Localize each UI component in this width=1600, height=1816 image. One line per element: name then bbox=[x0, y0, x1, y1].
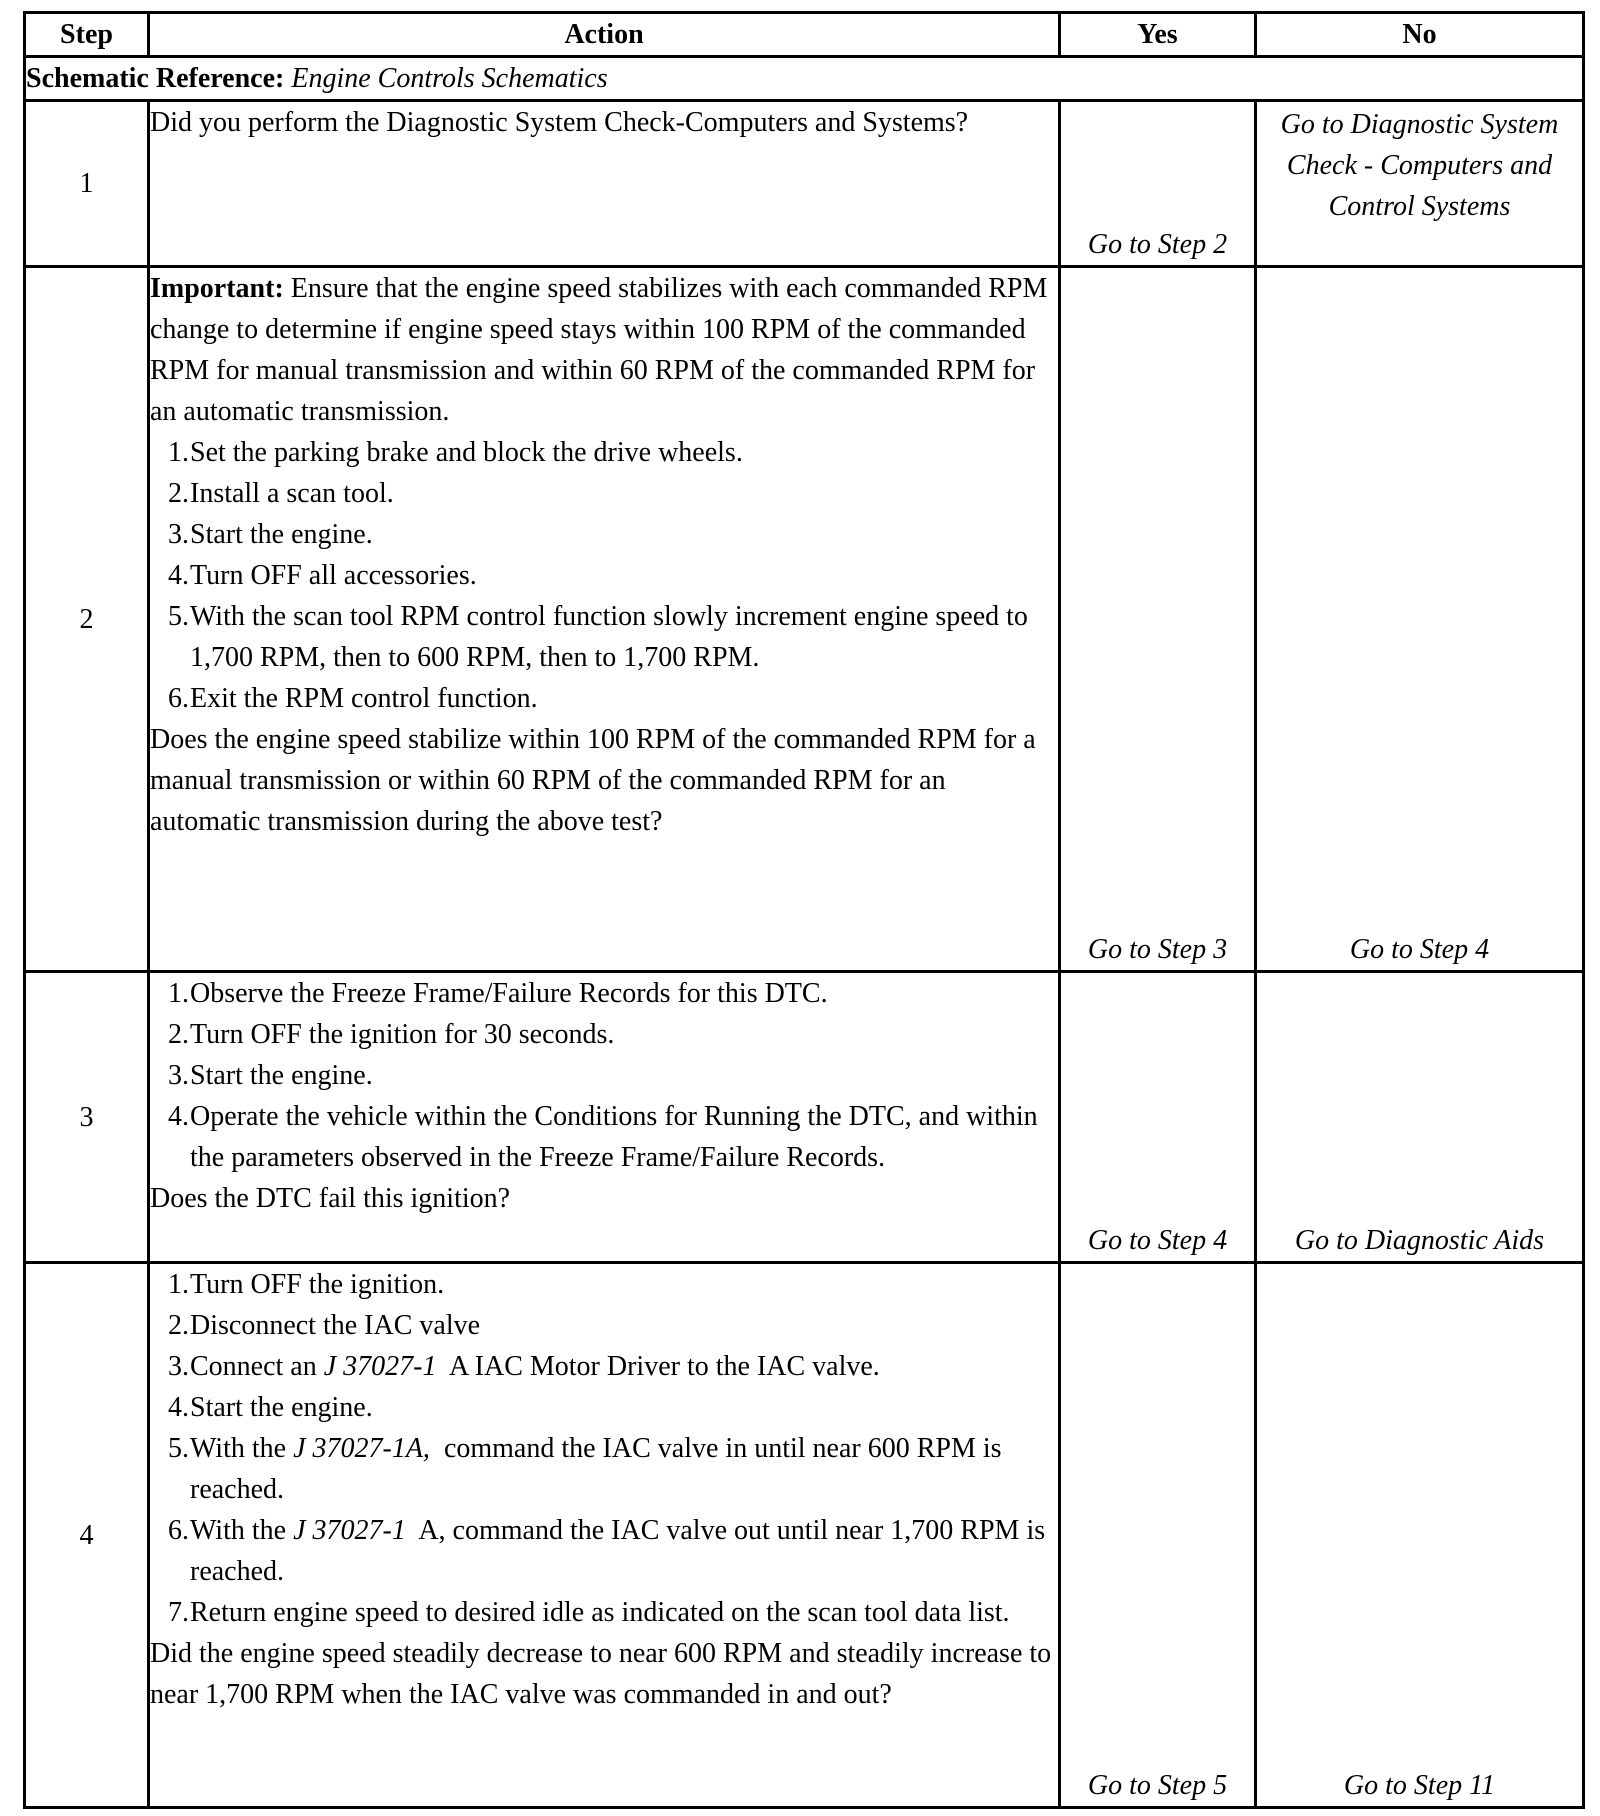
list-item: 5.With the J 37027-1A, command the IAC valve in until near 600 RPM is reached. bbox=[168, 1433, 1002, 1505]
yes-result: Go to Step 3 bbox=[1060, 267, 1256, 972]
list-item: 6.Exit the RPM control function. bbox=[168, 683, 538, 714]
action-cell bbox=[149, 101, 1060, 267]
list-item: 4.Operate the vehicle within the Conditions for Running the DTC, and within the parameters observed in the Freeze Frame/Failure Records. bbox=[168, 1101, 1038, 1173]
diagnostic-table bbox=[23, 11, 1585, 1809]
schematic-reference-value: Engine Controls Schematics bbox=[291, 63, 608, 94]
question-text: Does the engine speed stabilize within 100 RPM of the commanded RPM for a manual transmission or within 60 RPM of the commanded RPM for an automatic transmission during the above test? bbox=[150, 724, 1036, 837]
list-item: 3.Start the engine. bbox=[168, 519, 373, 550]
list-item: 3.Start the engine. bbox=[168, 1060, 373, 1091]
action-cell bbox=[149, 1263, 1060, 1808]
schematic-reference-row bbox=[25, 57, 1584, 101]
question-text: Did the engine speed steadily decrease to near 600 RPM and steadily increase to near 1,700 RPM when the IAC valve was commanded in and out? bbox=[150, 1638, 1052, 1710]
list-item: 3.Connect an J 37027-1 A IAC Motor Driver to the IAC valve. bbox=[168, 1351, 880, 1382]
question-text: Did you perform the Diagnostic System Check-Computers and Systems? bbox=[150, 107, 969, 138]
list-item: 2.Turn OFF the ignition for 30 seconds. bbox=[168, 1019, 615, 1050]
action-cell bbox=[149, 972, 1060, 1263]
procedure-list bbox=[150, 1264, 1058, 1633]
schematic-reference-label: Schematic Reference: bbox=[26, 63, 285, 94]
schematic-reference bbox=[25, 57, 1584, 101]
tool-reference: J 37027-1 bbox=[293, 1515, 406, 1546]
list-item: 1.Turn OFF the ignition. bbox=[168, 1269, 445, 1300]
list-item: 2.Install a scan tool. bbox=[168, 478, 394, 509]
list-item: 1.Set the parking brake and block the drive wheels. bbox=[168, 437, 743, 468]
important-label: Important: bbox=[150, 273, 284, 304]
header-no: No bbox=[1256, 13, 1584, 57]
tool-reference: J 37027-1 bbox=[323, 1351, 437, 1382]
action-cell bbox=[149, 267, 1060, 972]
step-number: 4 bbox=[25, 1263, 149, 1808]
question-text: Does the DTC fail this ignition? bbox=[150, 1183, 511, 1214]
table-row-step-2 bbox=[25, 267, 1584, 972]
table-row-step-3 bbox=[25, 972, 1584, 1263]
no-result: Go to Step 4 bbox=[1256, 267, 1584, 972]
header-yes: Yes bbox=[1060, 13, 1256, 57]
yes-result: Go to Step 2 bbox=[1060, 101, 1256, 267]
table-row-step-1 bbox=[25, 101, 1584, 267]
no-result: Go to Diagnostic Aids bbox=[1256, 972, 1584, 1263]
header-step: Step bbox=[25, 13, 149, 57]
important-note bbox=[150, 268, 1058, 432]
yes-result: Go to Step 4 bbox=[1060, 972, 1256, 1263]
no-result: Go to Step 11 bbox=[1256, 1263, 1584, 1808]
list-item: 4.Turn OFF all accessories. bbox=[168, 560, 477, 591]
list-item: 2.Disconnect the IAC valve bbox=[168, 1310, 481, 1341]
procedure-list bbox=[150, 432, 1058, 719]
important-text: Ensure that the engine speed stabilizes with each commanded RPM change to determine if engine speed stays within 100 RPM of the commanded RPM for manual transmission and within 60 RPM of the commanded RPM for an automatic transmission. bbox=[150, 273, 1048, 427]
list-item: 7.Return engine speed to desired idle as indicated on the scan tool data list. bbox=[168, 1597, 1010, 1628]
step-number: 1 bbox=[25, 101, 149, 267]
list-item: 6.With the J 37027-1 A, command the IAC valve out until near 1,700 RPM is reached. bbox=[168, 1515, 1046, 1587]
yes-result: Go to Step 5 bbox=[1060, 1263, 1256, 1808]
no-result: Go to Diagnostic System Check - Computers and Control Systems bbox=[1256, 101, 1584, 267]
header-row bbox=[25, 13, 1584, 57]
list-item: 4.Start the engine. bbox=[168, 1392, 373, 1423]
table-row-step-4 bbox=[25, 1263, 1584, 1808]
tool-reference: J 37027-1A, bbox=[293, 1433, 430, 1464]
header-action: Action bbox=[149, 13, 1060, 57]
step-number: 2 bbox=[25, 267, 149, 972]
step-number: 3 bbox=[25, 972, 149, 1263]
list-item: 5.With the scan tool RPM control function slowly increment engine speed to 1,700 RPM, then to 600 RPM, then to 1,700 RPM. bbox=[168, 601, 1028, 673]
list-item: 1.Observe the Freeze Frame/Failure Records for this DTC. bbox=[168, 978, 828, 1009]
procedure-list bbox=[150, 973, 1058, 1178]
